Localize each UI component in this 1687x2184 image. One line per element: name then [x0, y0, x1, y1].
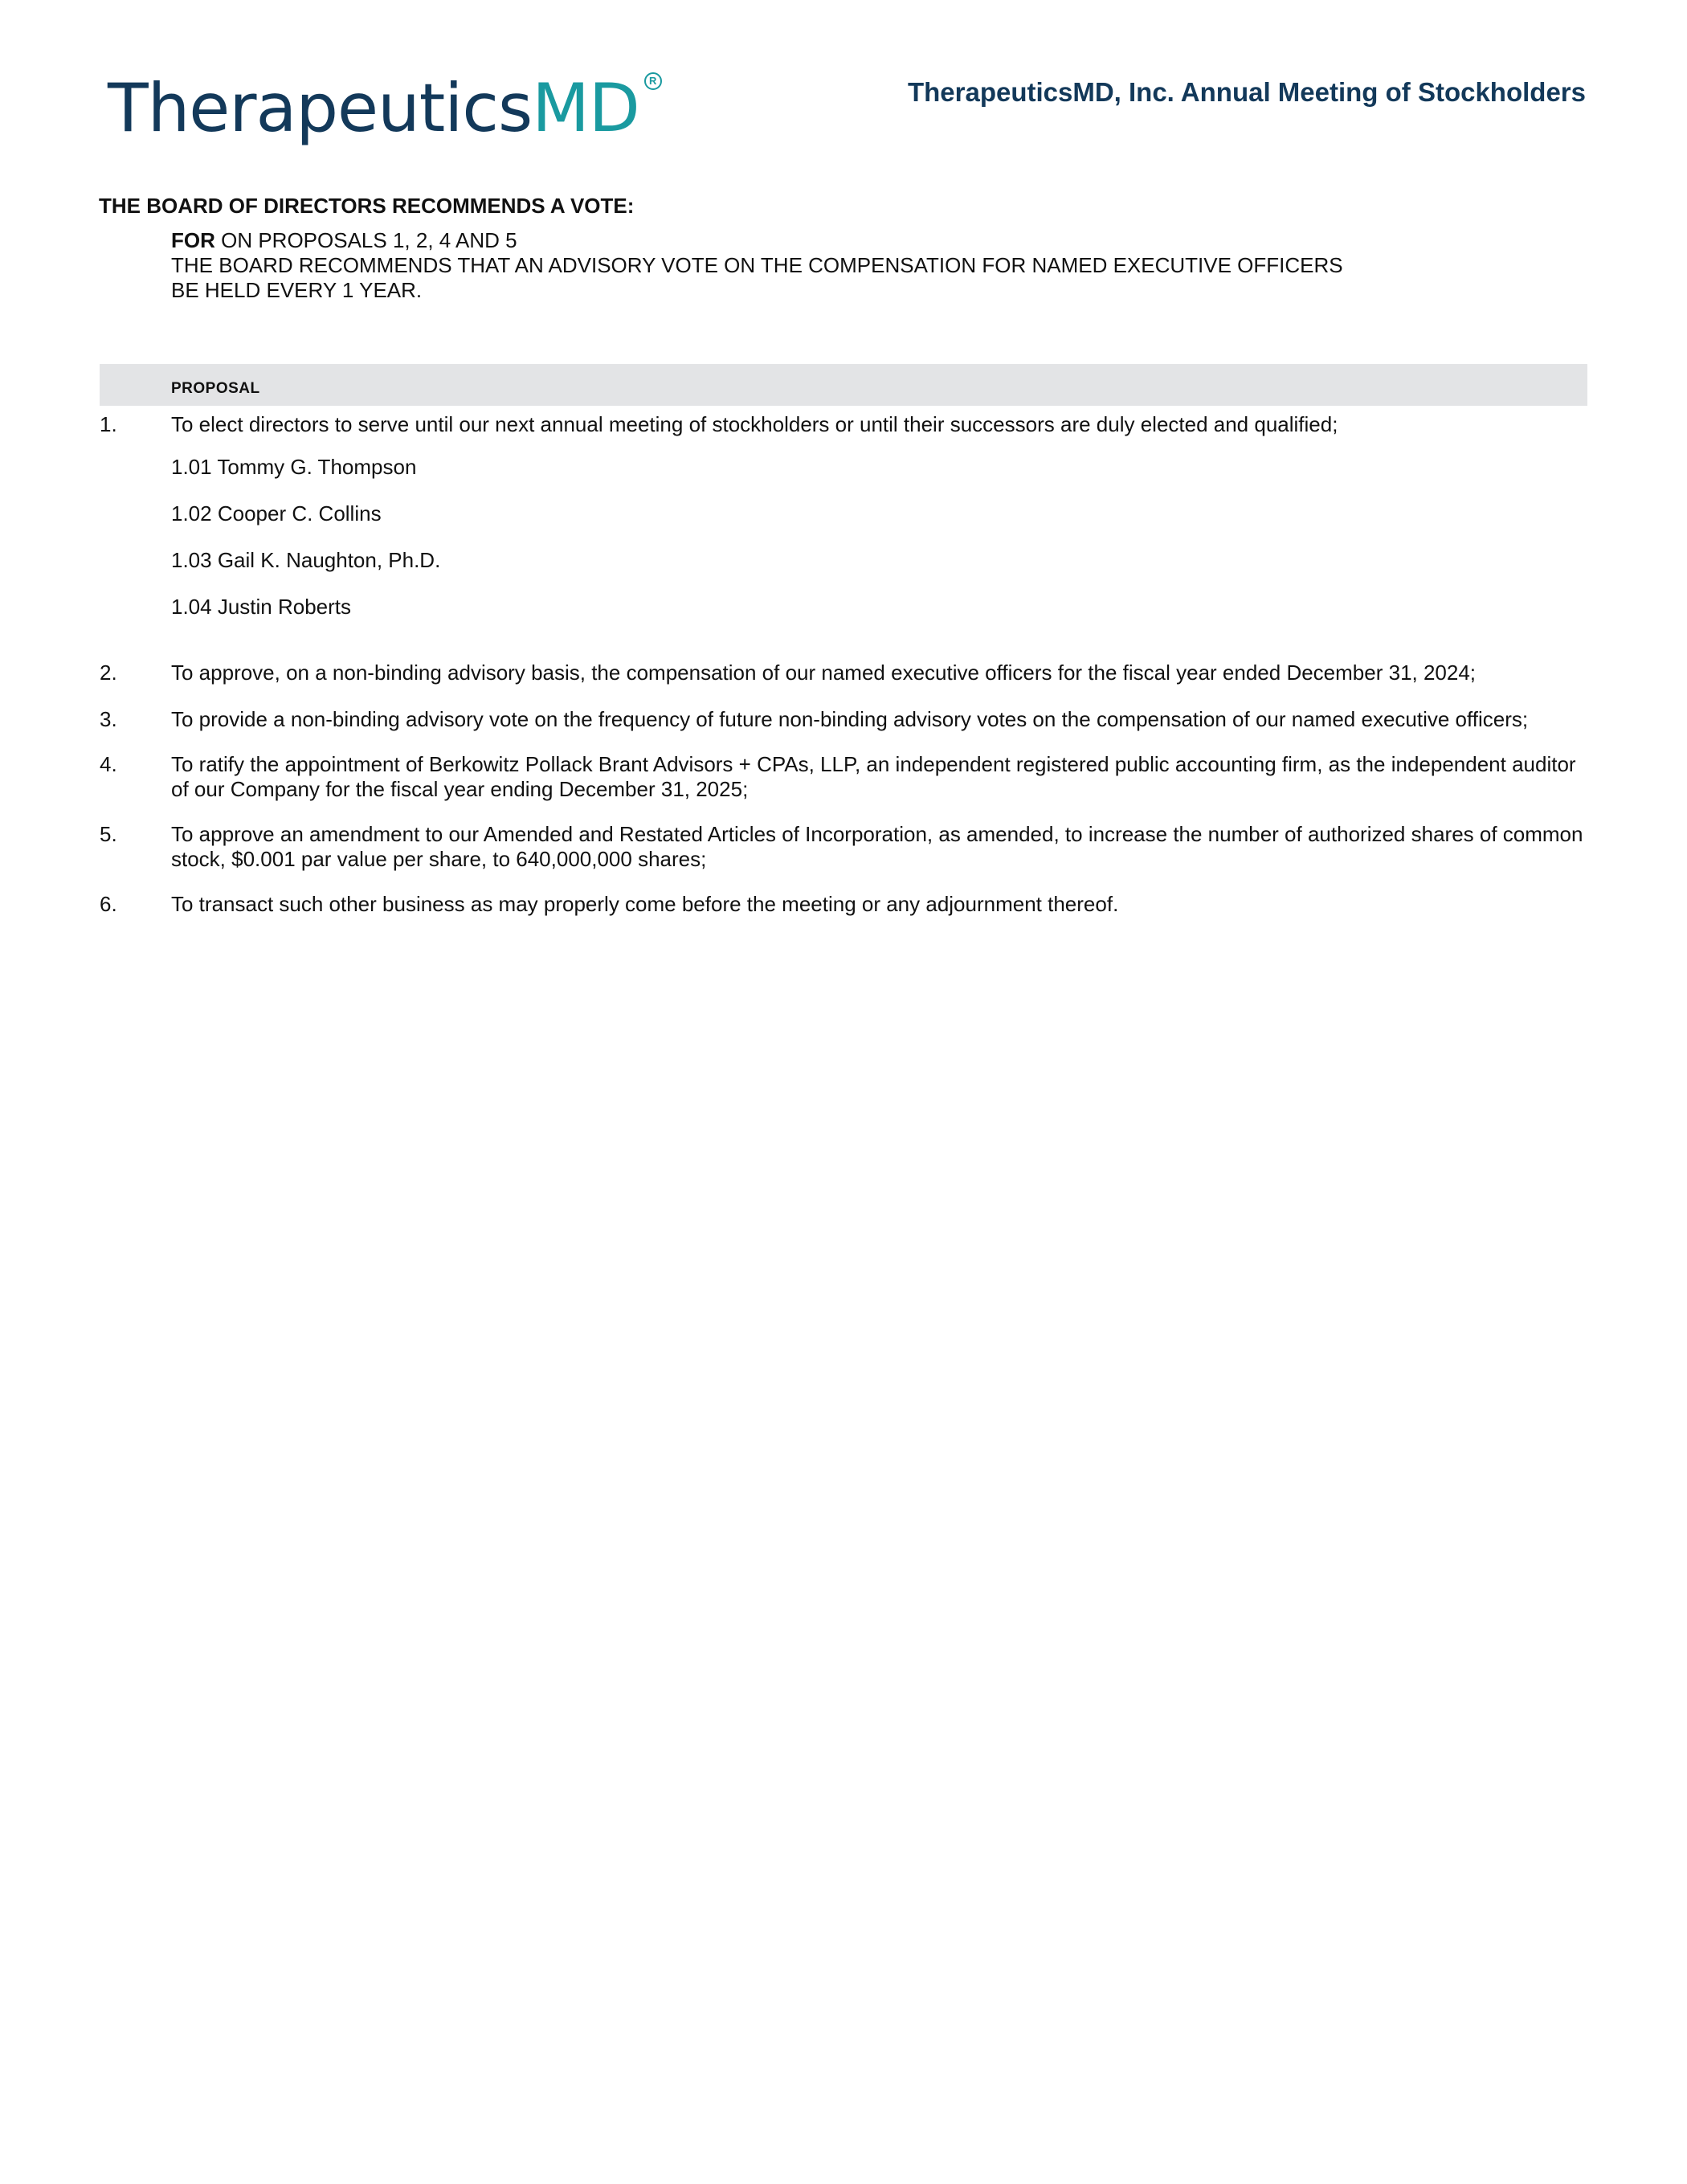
nominee-item: 1.03 Gail K. Naughton, Ph.D. — [171, 548, 441, 572]
proposal-item-3 — [100, 707, 1594, 732]
company-logo — [108, 64, 657, 153]
proposal-number: 6. — [100, 892, 117, 916]
proposal-list — [100, 412, 1594, 917]
logo-wordmark: Therapeutics — [108, 69, 533, 147]
recommendation-frequency-line-2: BE HELD EVERY 1 YEAR. — [171, 278, 423, 302]
recommendation-frequency-line: THE BOARD RECOMMENDS THAT AN ADVISORY VOTE ON THE COMPENSATION FOR NAMED EXECUTIVE OFFICERS — [171, 253, 1343, 277]
nominee-list — [100, 455, 1594, 620]
recommendation-heading: THE BOARD OF DIRECTORS RECOMMENDS A VOTE: — [99, 194, 635, 218]
for-proposals-text: ON PROPOSALS 1, 2, 4 AND 5 — [214, 228, 517, 252]
proposal-number: 2. — [100, 661, 117, 685]
proposal-header-label: PROPOSAL — [171, 380, 260, 397]
proposal-item-1 — [100, 412, 1594, 437]
registered-mark-icon: R — [644, 72, 662, 90]
nominee-item: 1.02 Cooper C. Collins — [171, 501, 382, 526]
proposal-number: 5. — [100, 822, 117, 846]
proposal-item-2 — [100, 661, 1594, 685]
recommendation-for-line — [171, 228, 1617, 253]
proposal-number: 3. — [100, 707, 117, 731]
recommendation-block — [171, 228, 1617, 303]
proposal-text: To approve, on a non-binding advisory basis, the compensation of our named executive officers for the fiscal year ended December 31, 2024; — [171, 661, 1477, 685]
nominee-item: 1.01 Tommy G. Thompson — [171, 455, 417, 479]
proposal-text: To provide a non-binding advisory vote on the frequency of future non-binding advisory votes on the compensation of our named executive officers; — [171, 707, 1529, 731]
proposal-number: 4. — [100, 752, 117, 776]
proposal-text: To elect directors to serve until our next annual meeting of stockholders or until their successors are duly elected and qualified; — [171, 412, 1338, 436]
proposal-item-5 — [100, 822, 1594, 872]
nominee-item: 1.04 Justin Roberts — [171, 595, 352, 619]
proposal-item-4 — [100, 752, 1594, 802]
proposal-text: To ratify the appointment of Berkowitz Pollack Brant Advisors + CPAs, LLP, an independent registered public accounting firm, as the independent auditor of our Company for the fiscal year ending December 31, 2025; — [171, 752, 1576, 801]
meeting-title: TherapeuticsMD, Inc. Annual Meeting of Stockholders — [907, 77, 1586, 107]
proposal-text: To approve an amendment to our Amended and Restated Articles of Incorporation, as amended, to increase the number of authorized shares of common stock, $0.001 par value per share, to 640,000,000 shares; — [171, 822, 1583, 871]
proposal-item-6 — [100, 892, 1594, 917]
for-label: FOR — [171, 228, 215, 252]
logo-md-mark: MD — [532, 69, 639, 147]
proposal-number: 1. — [100, 412, 117, 436]
proposal-header-bar — [100, 364, 1587, 406]
proposal-text: To transact such other business as may properly come before the meeting or any adjournment thereof. — [171, 892, 1119, 916]
